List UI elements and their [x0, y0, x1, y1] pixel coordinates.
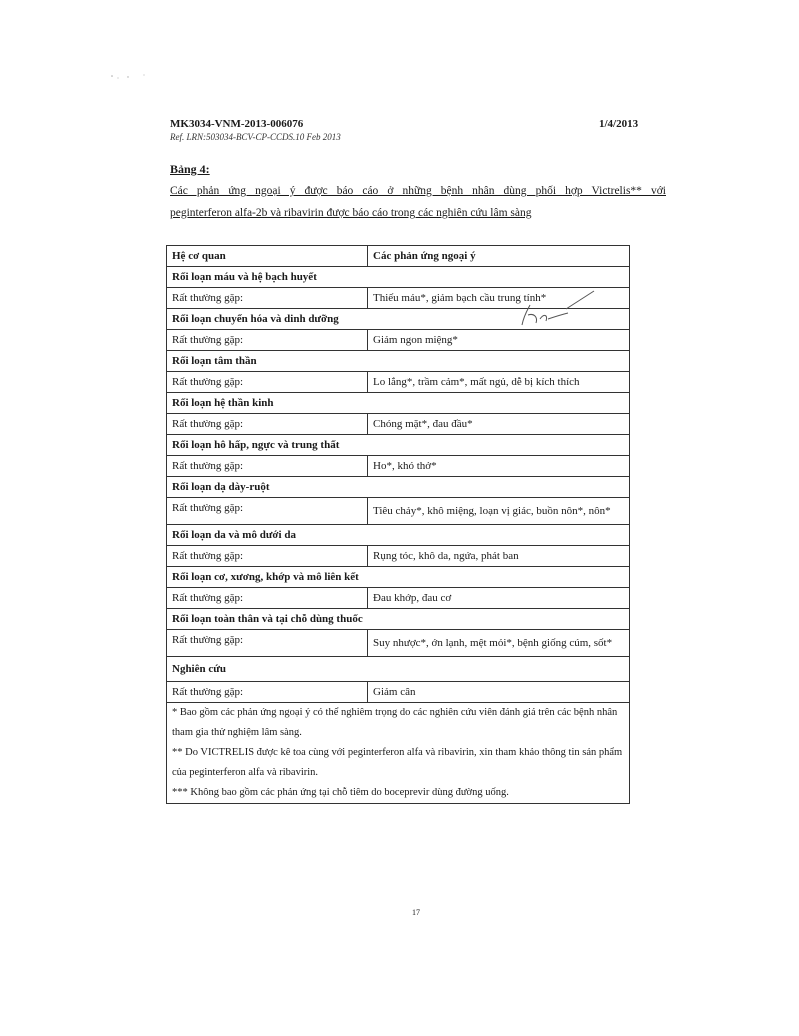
section-title: Rối loạn hệ thần kinh [167, 393, 630, 414]
caption-line-1: Các phản ứng ngoại ý được báo cáo ở những bệnh nhân dùng phối hợp Victrelis** với [170, 185, 666, 197]
reactions-cell: Giảm cân [368, 682, 630, 703]
caption-line-2: peginterferon alfa-2b và ribavirin được báo cáo trong các nghiên cứu lâm sàng [170, 207, 532, 219]
adverse-reactions-table [166, 245, 630, 804]
section-row [167, 657, 630, 682]
table-row [167, 288, 630, 309]
table-row [167, 682, 630, 703]
section-row [167, 267, 630, 288]
frequency-cell: Rất thường gặp: [167, 498, 368, 525]
section-row [167, 567, 630, 588]
document-code: MK3034-VNM-2013-006076 [170, 118, 304, 130]
table-row [167, 498, 630, 525]
section-title: Rối loạn toàn thân và tại chỗ dùng thuốc [167, 609, 630, 630]
frequency-cell: Rất thường gặp: [167, 456, 368, 477]
table-row [167, 546, 630, 567]
footnote: * Bao gồm các phản ứng ngoại ý có thể nghiêm trọng do các nghiên cứu viên đánh giá trên các bệnh nhân tham gia thử nghiệm lâm sàng. [172, 707, 618, 738]
document-reference: Ref. LRN:503034-BCV-CP-CCDS.10 Feb 2013 [170, 132, 341, 142]
page-number: 17 [412, 908, 420, 917]
section-title: Rối loạn máu và hệ bạch huyết [167, 267, 630, 288]
frequency-cell: Rất thường gặp: [167, 330, 368, 351]
table-row [167, 330, 630, 351]
section-row [167, 351, 630, 372]
section-row [167, 393, 630, 414]
reactions-cell: Thiếu máu*, giảm bạch cầu trung tính* [368, 288, 630, 309]
frequency-cell: Rất thường gặp: [167, 288, 368, 309]
table-row [167, 456, 630, 477]
table-row [167, 630, 630, 657]
section-title: Nghiên cứu [167, 657, 630, 682]
header-adverse-reactions: Các phản ứng ngoại ý [368, 246, 630, 267]
table-row [167, 372, 630, 393]
table-notes [167, 703, 630, 804]
section-title: Rối loạn tâm thần [167, 351, 630, 372]
section-row [167, 309, 630, 330]
reactions-cell: Ho*, khó thở* [368, 456, 630, 477]
section-title: Rối loạn chuyển hóa và dinh dưỡng [167, 309, 630, 330]
frequency-cell: Rất thường gặp: [167, 588, 368, 609]
section-row [167, 477, 630, 498]
footnote: *** Không bao gồm các phản ứng tại chỗ tiêm do boceprevir dùng đường uống. [172, 787, 509, 798]
frequency-cell: Rất thường gặp: [167, 372, 368, 393]
reactions-cell: Rụng tóc, khô da, ngứa, phát ban [368, 546, 630, 567]
section-row [167, 435, 630, 456]
frequency-cell: Rất thường gặp: [167, 414, 368, 435]
table-notes-row [167, 703, 630, 804]
section-row [167, 609, 630, 630]
header-organ-system: Hệ cơ quan [167, 246, 368, 267]
footnote: ** Do VICTRELIS được kê toa cùng với peginterferon alfa và ribavirin, xin tham khảo thông tin sản phẩm của peginterferon alfa và ribavirin. [172, 747, 623, 778]
scan-specks [100, 70, 160, 90]
section-title: Rối loạn da và mô dưới da [167, 525, 630, 546]
table-row [167, 588, 630, 609]
table-label: Bảng 4: [170, 162, 210, 176]
section-title: Rối loạn dạ dày-ruột [167, 477, 630, 498]
section-title: Rối loạn hô hấp, ngực và trung thất [167, 435, 630, 456]
section-title: Rối loạn cơ, xương, khớp và mô liên kết [167, 567, 630, 588]
frequency-cell: Rất thường gặp: [167, 630, 368, 657]
reactions-cell: Đau khớp, đau cơ [368, 588, 630, 609]
reactions-cell: Suy nhược*, ớn lạnh, mệt mỏi*, bệnh giống cúm, sốt* [368, 630, 630, 657]
table-header-row [167, 246, 630, 267]
reactions-cell: Lo lắng*, trầm cảm*, mất ngủ, dễ bị kích thích [368, 372, 630, 393]
reactions-cell: Tiêu chảy*, khô miệng, loạn vị giác, buồn nôn*, nôn* [368, 498, 630, 525]
section-row [167, 525, 630, 546]
document-date: 1/4/2013 [599, 118, 639, 130]
table-row [167, 414, 630, 435]
reactions-cell: Giảm ngon miệng* [368, 330, 630, 351]
frequency-cell: Rất thường gặp: [167, 546, 368, 567]
table-caption [170, 180, 666, 224]
reactions-cell: Chóng mặt*, đau đầu* [368, 414, 630, 435]
frequency-cell: Rất thường gặp: [167, 682, 368, 703]
